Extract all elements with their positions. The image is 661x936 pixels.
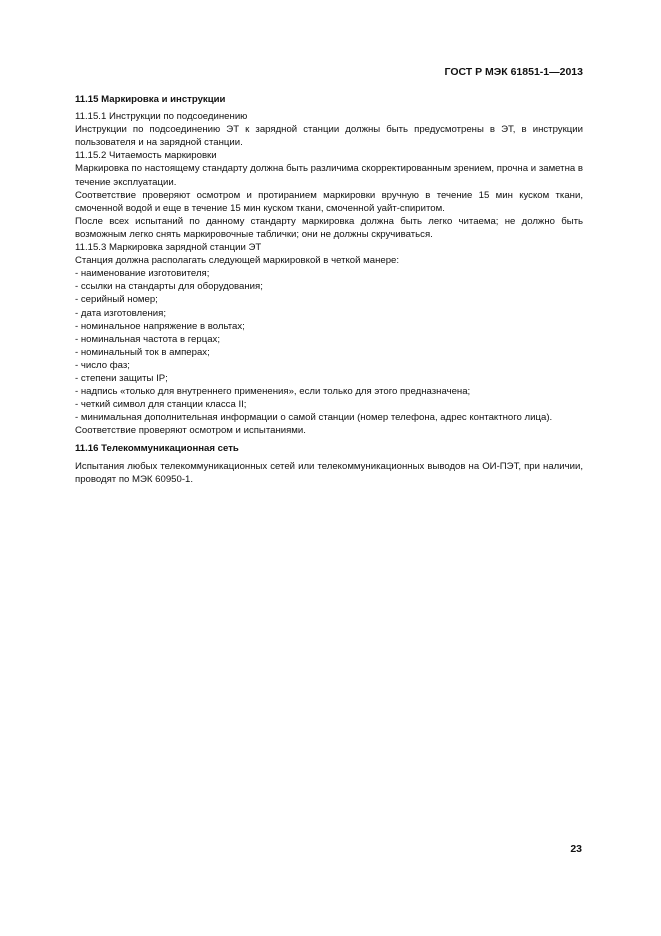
list-item: - номинальное напряжение в вольтах;: [75, 320, 245, 332]
list-item: - ссылки на стандарты для оборудования;: [75, 281, 263, 293]
marking-list: [75, 267, 583, 424]
standard-header: ГОСТ Р МЭК 61851-1—2013: [444, 66, 583, 78]
clause-11-15-1-title: 11.15.1 Инструкции по подсоединению: [75, 111, 248, 123]
clause-11-15-3-intro: Станция должна располагать следующей маркировкой в четкой манере:: [75, 255, 400, 267]
clause-11-15-2-check: Соответствие проверяют осмотром и протиранием маркировки вручную в течение 15 мин куском ткани, смоченной водой и еще в течение 15 мин куском ткани, смоченной уайт-спиритом.: [75, 189, 583, 214]
list-item: - минимальная дополнительная информации о самой станции (номер телефона, адрес контактного лица).: [75, 412, 553, 424]
clause-11-15-2-title: 11.15.2 Читаемость маркировки: [75, 150, 217, 162]
clause-11-15-1-text: Инструкции по подсоединению ЭТ к зарядной станции должны быть предусмотрены в ЭТ, в инструкции пользователя и на зарядной станции.: [75, 124, 583, 149]
page-number: 23: [570, 843, 582, 855]
list-item: - степени защиты IP;: [75, 372, 168, 384]
list-item: - число фаз;: [75, 359, 130, 371]
clause-11-15-3-title: 11.15.3 Маркировка зарядной станции ЭТ: [75, 242, 262, 254]
list-item: - дата изготовления;: [75, 307, 166, 319]
list-item: - номинальный ток в амперах;: [75, 346, 210, 358]
clause-11-15-3-check: Соответствие проверяют осмотром и испытаниями.: [75, 425, 306, 437]
clause-11-15-2-after: После всех испытаний по данному стандарту маркировка должна быть легко читаема; не должно быть возможным легко снять маркировочные таблички; они не должны скручиваться.: [75, 215, 583, 240]
list-item: - четкий символ для станции класса II;: [75, 399, 247, 411]
list-item: - номинальная частота в герцах;: [75, 333, 221, 345]
list-item: - наименование изготовителя;: [75, 268, 210, 280]
clause-11-15-2-text: Маркировка по настоящему стандарту должна быть различима скорректированным зрением, прочна и заметна в течение эксплуатации.: [75, 163, 583, 188]
list-item: - серийный номер;: [75, 294, 158, 306]
page-content: [75, 93, 583, 486]
list-item: - надпись «только для внутреннего применения», если только для этого предназначена;: [75, 386, 471, 398]
section-11-16-title: 11.16 Телекоммуникационная сеть: [75, 443, 239, 455]
section-11-15-title: 11.15 Маркировка и инструкции: [75, 94, 226, 105]
section-11-16-text: Испытания любых телекоммуникационных сетей или телекоммуникационных выводов на ОИ-ПЭТ, при наличии, проводят по МЭК 60950-1.: [75, 460, 583, 485]
